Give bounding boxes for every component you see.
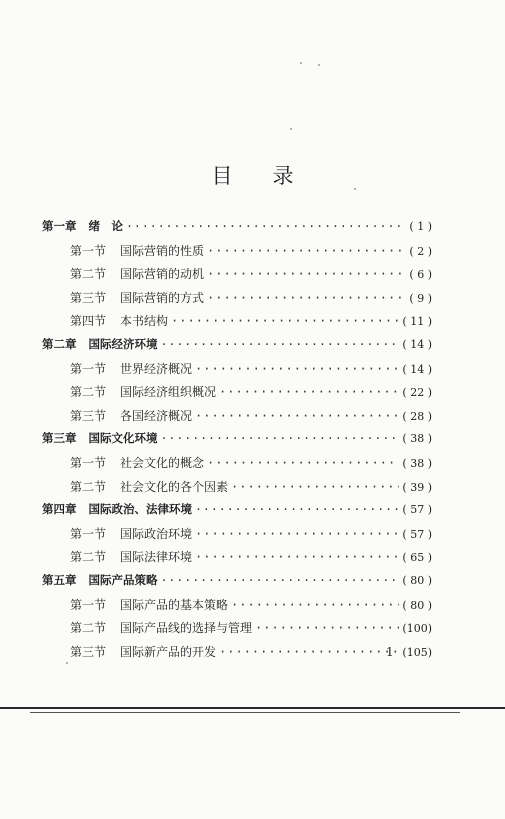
dot-leader: [207, 244, 406, 258]
page-number: ( 11 ): [402, 315, 432, 329]
section-number: 第二节: [70, 267, 107, 282]
toc-chapter-row: [42, 501, 432, 517]
section-number: 第一节: [70, 361, 107, 376]
section-title: 国际产品线的选择与管理: [120, 621, 253, 636]
section-title: 国际营销的性质: [120, 243, 205, 258]
section-number: 第一节: [70, 526, 107, 541]
section-title: 社会文化的概念: [120, 456, 205, 470]
page-number: ( 80 ): [402, 598, 432, 612]
toc-section-row: [70, 265, 432, 282]
toc-section-row: [70, 478, 432, 495]
dot-leader: [207, 456, 399, 470]
section-title: 国际营销的方式: [120, 290, 205, 305]
page-title: [0, 160, 505, 190]
bottom-rule: [0, 707, 505, 710]
toc-section-row: [70, 454, 432, 471]
section-number: 第一节: [70, 597, 107, 612]
toc-section-row: [70, 619, 432, 636]
dot-leader: [195, 527, 399, 541]
section-number: 第三节: [70, 408, 107, 423]
dot-leader: [161, 337, 400, 351]
section-number: 第三节: [70, 644, 107, 659]
dot-leader: [195, 502, 399, 516]
page-folio: 1: [386, 645, 394, 659]
dot-leader: [171, 314, 399, 328]
scan-speck: [354, 188, 356, 190]
dot-leader: [195, 362, 399, 376]
toc-chapter-row: [42, 218, 432, 234]
section-number: 第二节: [70, 479, 107, 494]
dot-leader: [126, 219, 406, 233]
chapter-title: 国际政治、法律环境: [88, 502, 192, 517]
toc-section-row: [70, 360, 432, 377]
page-number: ( 57 ): [402, 503, 432, 517]
page-number: (105): [402, 645, 432, 659]
dot-leader: [161, 431, 400, 445]
chapter-title: 国际产品策略: [88, 573, 158, 587]
toc-section-row: [70, 312, 432, 329]
page-number: ( 38 ): [402, 457, 432, 470]
chapter-number: 第四章: [42, 502, 77, 517]
dot-leader: [231, 598, 399, 612]
section-number: 第二节: [70, 621, 107, 636]
dot-leader: [231, 480, 399, 494]
toc-section-row: [70, 407, 432, 424]
dot-leader: [255, 621, 399, 635]
section-title: 国际法律环境: [120, 550, 193, 565]
page-number: (100): [402, 622, 432, 636]
section-title: 国际经济组织概况: [120, 385, 217, 400]
chapter-number: 第五章: [42, 573, 77, 587]
page-number: ( 14 ): [402, 338, 432, 351]
scan-speck: [290, 128, 292, 130]
section-title: 各国经济概况: [120, 408, 193, 423]
toc-section-row: [70, 383, 432, 400]
section-title: 本书结构: [120, 314, 169, 329]
toc-section-row: [70, 548, 432, 565]
chapter-title: 绪 论: [88, 219, 123, 233]
toc-section-row: [70, 596, 432, 613]
chapter-title: 国际经济环境: [88, 337, 158, 351]
page-number: ( 6 ): [409, 268, 432, 282]
toc-section-row: [70, 242, 432, 259]
section-number: 第一节: [70, 456, 107, 470]
section-number: 第四节: [70, 314, 107, 329]
bottom-rule-thin: [30, 712, 460, 713]
page-number: ( 14 ): [402, 362, 432, 376]
section-title: 社会文化的各个因素: [120, 479, 229, 494]
scan-speck: [300, 62, 302, 64]
toc-chapter-row: [42, 430, 432, 446]
section-title: 国际政治环境: [120, 526, 193, 541]
page-number: ( 1 ): [409, 220, 432, 233]
section-number: 第三节: [70, 290, 107, 305]
chapter-number: 第一章: [42, 219, 77, 233]
scan-speck: [318, 64, 320, 66]
title-char-1: 目: [211, 164, 233, 188]
dot-leader: [207, 291, 406, 305]
section-title: 国际营销的动机: [120, 267, 205, 282]
toc-chapter-row: [42, 336, 432, 352]
section-title: 世界经济概况: [120, 361, 193, 376]
section-number: 第二节: [70, 550, 107, 565]
dot-leader: [219, 385, 399, 399]
section-number: 第二节: [70, 385, 107, 400]
dot-leader: [207, 267, 406, 281]
page-number: ( 2 ): [409, 244, 432, 258]
section-number: 第一节: [70, 243, 107, 258]
section-title: 国际产品的基本策略: [120, 597, 229, 612]
toc-chapter-row: [42, 572, 432, 588]
page-number: ( 39 ): [402, 480, 432, 494]
dot-leader: [161, 573, 400, 587]
toc-section-row: [70, 525, 432, 542]
chapter-number: 第二章: [42, 337, 77, 351]
chapter-number: 第三章: [42, 431, 77, 446]
page-number: ( 28 ): [402, 409, 432, 423]
chapter-title: 国际文化环境: [88, 431, 158, 446]
page-number: ( 38 ): [402, 432, 432, 446]
dot-leader: [195, 409, 399, 423]
dot-leader: [219, 645, 399, 659]
section-title: 国际新产品的开发: [120, 644, 217, 659]
page-number: ( 9 ): [409, 291, 432, 305]
title-char-2: 录: [272, 164, 294, 188]
dot-leader: [195, 550, 399, 564]
scan-speck: [66, 662, 68, 664]
toc-section-row: [70, 643, 432, 660]
toc-section-row: [70, 289, 432, 306]
page-number: ( 57 ): [402, 527, 432, 541]
page-number: ( 22 ): [402, 386, 432, 400]
page-number: ( 65 ): [402, 551, 432, 565]
page-number: ( 80 ): [402, 574, 432, 587]
